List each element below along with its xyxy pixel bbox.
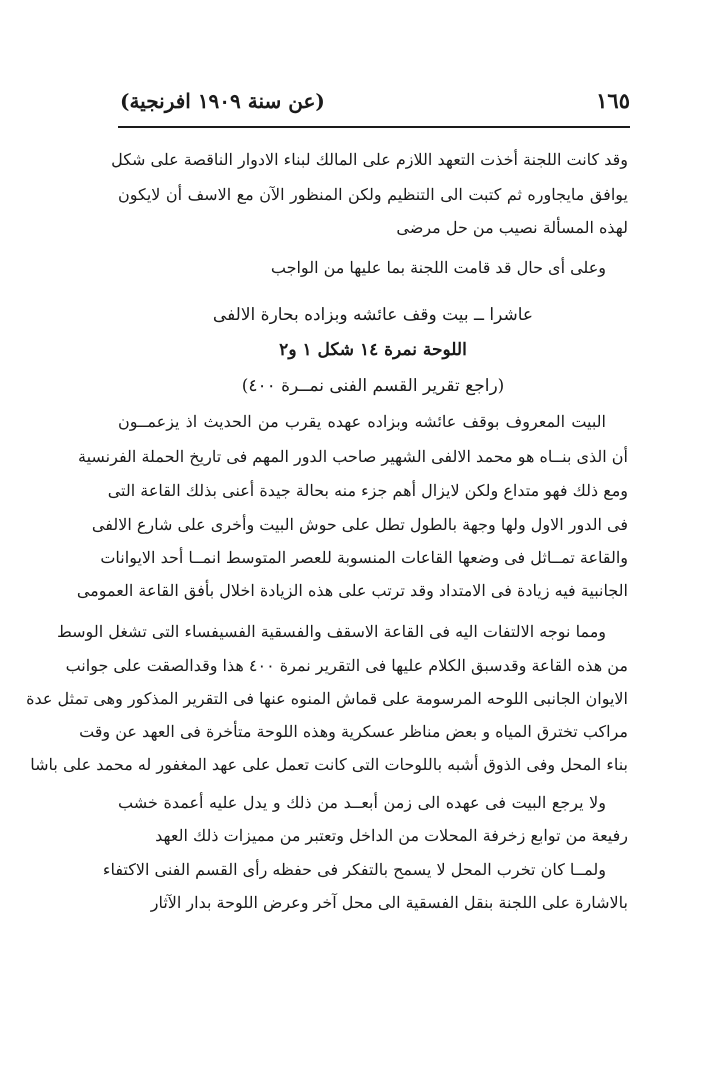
paragraph-4-line-5: بناء المحل وفى الذوق أشبه باللوحات التى كانت تعمل على عهد المغفور له محمد على باشا [30, 755, 628, 774]
paragraph-1-line-2: يوافق مايجاوره ثم كتبت الى التنظيم ولكن المنظور الآن مع الاسف أن لايكون [118, 185, 628, 204]
paragraph-6-line-2: بالاشارة على اللجنة بنقل الفسقية الى محل آخر وعرض اللوحة بدار الآثار [150, 893, 628, 912]
page-header [120, 88, 630, 113]
paragraph-3-line-3: ومع ذلك فهو متداع ولكن لايزال أهم جزء منه بحالة جيدة أعنى بذلك القاعة التى [107, 481, 628, 500]
running-title: (عن سنة ١٩٠٩ افرنجية) [120, 88, 325, 113]
paragraph-4-line-2: من هذه القاعة وقدسبق الكلام عليها فى التقرير نمرة ٤٠٠ هذا وقدالصقت على جوانب [65, 656, 628, 675]
paragraph-4-line-3: الايوان الجانبى اللوحه المرسومة على قماش المنوه عنها فى التقرير المذكور وهى تمثل عدة [26, 689, 628, 708]
plate-reference: اللوحة نمرة ١٤ شكل ١ و٢ [279, 340, 467, 360]
paragraph-3-line-4: فى الدور الاول ولها وجهة بالطول تطل على حوش البيت وأخرى على شارع الالفى [91, 515, 628, 534]
paragraph-5-line-1: ولا يرجع البيت فى عهده الى زمن أبعــد من ذلك و يدل عليه أعمدة خشب [118, 793, 606, 812]
paragraph-3-line-2: أن الذى بنــاه هو محمد الالفى الشهير صاحب الدور المهم فى تاريخ الحملة الفرنسية [77, 447, 628, 466]
paragraph-1-line-3: لهذه المسألة نصيب من حل مرضى [396, 218, 628, 237]
paragraph-6-line-1: ولمــا كان تخرب المحل لا يسمح بالتفكر فى حفظه رأى القسم الفنى الاكتفاء [102, 860, 606, 879]
header-rule [118, 126, 630, 128]
paragraph-4-line-1: ومما نوجه الالتفات اليه فى القاعة الاسقف والفسقية الفسيفساء التى تشغل الوسط [56, 622, 606, 641]
section-title: عاشرا ــ بيت وقف عائشه وبزاده بحارة الالفى [212, 305, 534, 325]
paragraph-5-line-2: رفيعة من توابع زخرفة المحلات من الداخل وتعتبر من مميزات ذلك العهد [155, 826, 628, 845]
report-reference: (راجع تقرير القسم الفنى نمــرة ٤٠٠) [241, 376, 505, 396]
paragraph-3-line-6: الجانبية فيه زيادة فى الامتداد وقد ترتب على هذه الزيادة اخلال بأفق القاعة العمومى [76, 581, 628, 600]
paragraph-3-line-1: البيت المعروف بوقف عائشه وبزاده عهده يقرب من الحديث اذ يزعمــون [118, 412, 606, 431]
paragraph-3-line-5: والقاعة تمــاثل فى وضعها القاعات المنسوبة للعصر المتوسط انمــا أحد الايوانات [100, 548, 628, 567]
paragraph-1-line-1: وقد كانت اللجنة أخذت التعهد اللازم على المالك لبناء الادوار الناقصة على شكل [111, 150, 628, 169]
paragraph-2: وعلى أى حال قد قامت اللجنة بما عليها من الواجب [270, 258, 606, 277]
paragraph-4-line-4: مراكب تخترق المياه و بعض مناظر عسكرية وهذه اللوحة متأخرة فى العهد عن وقت [79, 722, 628, 741]
page-number: ١٦٥ [596, 88, 630, 113]
